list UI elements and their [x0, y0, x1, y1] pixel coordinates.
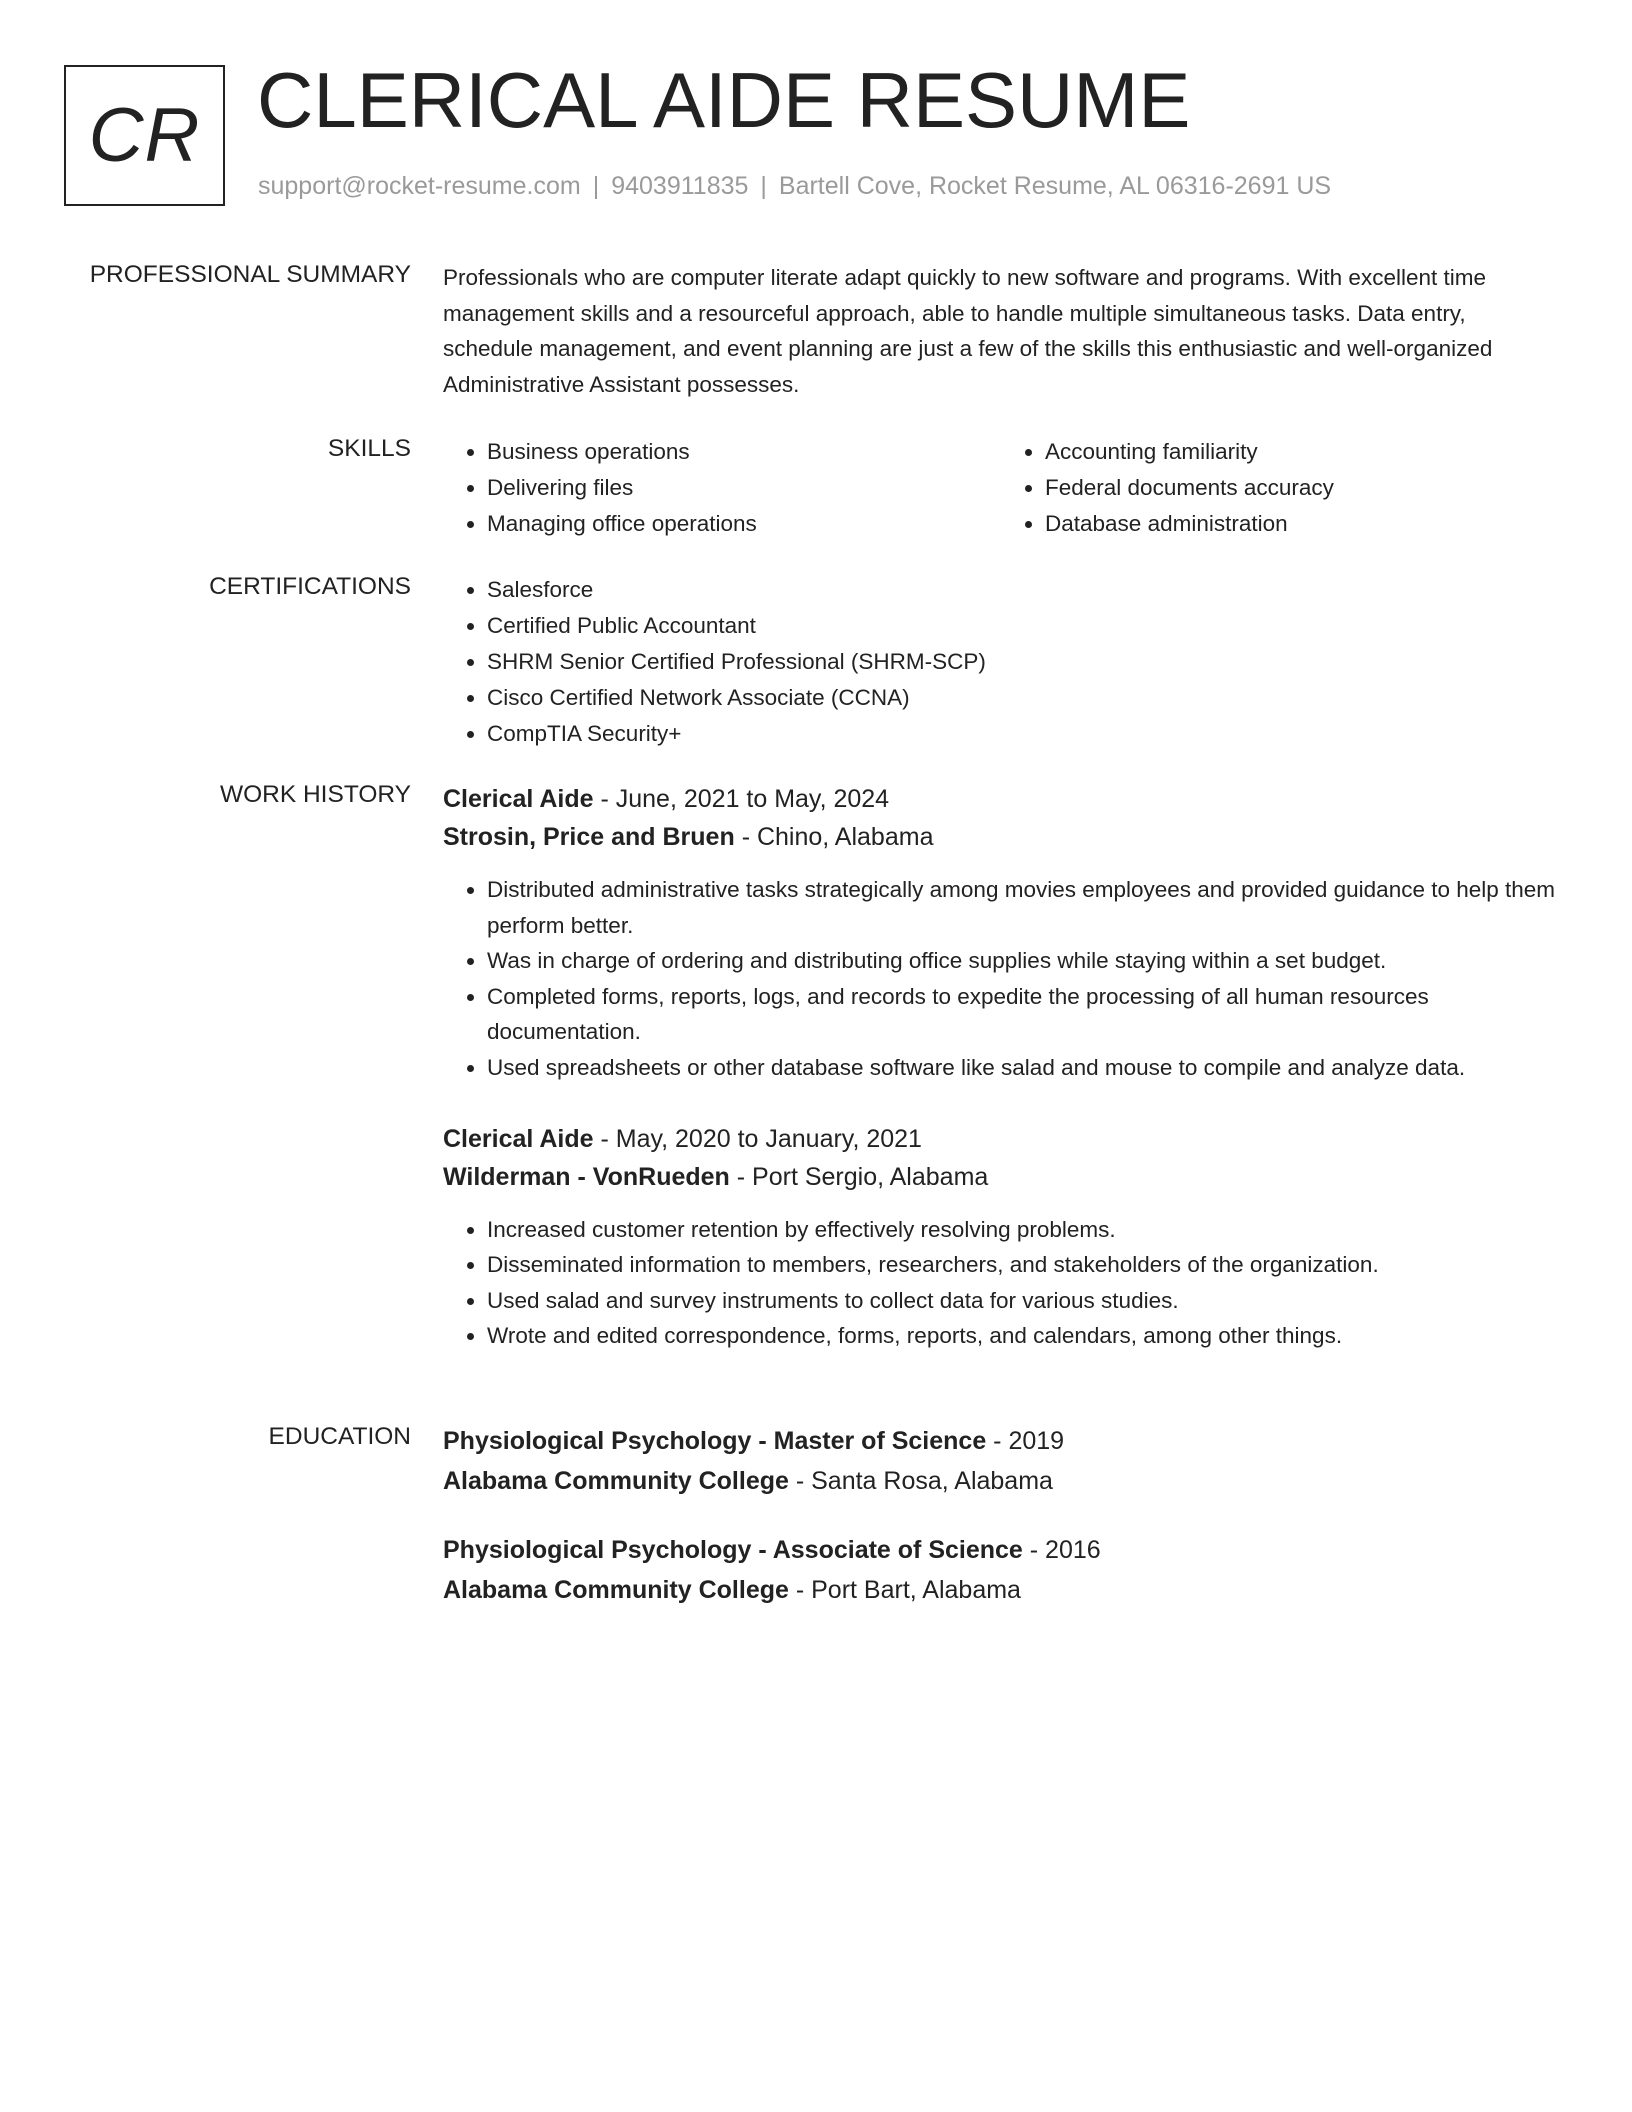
resume-title: CLERICAL AIDE RESUME — [257, 56, 1191, 144]
education-year: - 2019 — [986, 1427, 1065, 1455]
certifications-body — [443, 572, 1559, 752]
job-location: - Port Sergio, Alabama — [729, 1162, 989, 1191]
skills-body — [443, 434, 1559, 542]
education-heading: EDUCATION — [268, 1423, 411, 1450]
education-location: - Santa Rosa, Alabama — [788, 1466, 1053, 1495]
education-school-line — [443, 1571, 1559, 1611]
job-bullet: • Completed forms, reports, logs, and records to expedite the processing of all human resources documentation. — [487, 979, 1559, 1050]
skills-grid — [443, 434, 1559, 542]
education-entry — [443, 1422, 1559, 1501]
job-bullet: • Used salad and survey instruments to collect data for various studies. — [487, 1283, 1559, 1319]
certification-item: • SHRM Senior Certified Professional (SHRM-SCP) — [487, 644, 1559, 680]
monogram-badge — [64, 65, 225, 206]
certification-item: • Salesforce — [487, 572, 1559, 608]
education-school-line — [443, 1462, 1559, 1502]
job-bullet: • Increased customer retention by effectively resolving problems. — [487, 1212, 1559, 1248]
education-body — [443, 1422, 1559, 1640]
skill-item: • Managing office operations — [487, 506, 1001, 542]
skills-heading: SKILLS — [327, 435, 411, 462]
certification-item: • CompTIA Security+ — [487, 716, 1559, 752]
certification-item: • Cisco Certified Network Associate (CCNA) — [487, 680, 1559, 716]
job-bullets — [443, 1212, 1559, 1354]
certifications-heading: CERTIFICATIONS — [209, 573, 411, 600]
skill-item: • Business operations — [487, 434, 1001, 470]
job-bullet: • Wrote and edited correspondence, forms, reports, and calendars, among other things. — [487, 1318, 1559, 1354]
summary-text: Professionals who are computer literate adapt quickly to new software and programs. With excellent time management skills and a resourceful approach, able to handle multiple simultaneous tasks. Data entry, schedule management, and event planning are just a few of the skills this enthusiastic and well-organized Administrative Assistant possesses. — [443, 265, 1493, 397]
work-history-heading: WORK HISTORY — [219, 781, 411, 808]
skills-column-1 — [443, 434, 1001, 542]
education-school: Alabama Community College — [443, 1466, 789, 1495]
job-bullet: • Was in charge of ordering and distributing office supplies while staying within a set budget. — [487, 943, 1559, 979]
contact-separator: | — [760, 172, 767, 200]
job-entry — [443, 1120, 1559, 1354]
skill-item: • Database administration — [1045, 506, 1559, 542]
job-location: - Chino, Alabama — [734, 823, 934, 851]
job-company: Wilderman - VonRueden — [443, 1162, 730, 1191]
contact-address: Bartell Cove, Rocket Resume, AL 06316-2691 US — [778, 172, 1332, 200]
job-bullet: • Used spreadsheets or other database software like salad and mouse to compile and analyze data. — [487, 1050, 1559, 1086]
contact-email[interactable]: support@rocket-resume.com — [258, 172, 581, 200]
job-dates: - May, 2020 to January, 2021 — [593, 1124, 922, 1153]
job-dates: - June, 2021 to May, 2024 — [593, 785, 890, 813]
certification-item: • Certified Public Accountant — [487, 608, 1559, 644]
job-bullets — [443, 872, 1559, 1086]
contact-separator: | — [592, 172, 600, 200]
job-title: Clerical Aide — [443, 785, 594, 813]
monogram-initials: CR — [88, 92, 201, 178]
work-history-body — [443, 780, 1559, 1388]
education-school: Alabama Community College — [443, 1575, 789, 1604]
job-company-line — [443, 1158, 1559, 1196]
education-degree: Physiological Psychology - Associate of Science — [443, 1536, 1023, 1564]
contact-phone[interactable]: 9403911835 — [611, 172, 749, 200]
summary-heading: PROFESSIONAL SUMMARY — [89, 261, 411, 288]
skills-column-2 — [1001, 434, 1559, 542]
education-location: - Port Bart, Alabama — [788, 1575, 1021, 1604]
education-degree: Physiological Psychology - Master of Science — [443, 1427, 987, 1455]
skill-item: • Federal documents accuracy — [1045, 470, 1559, 506]
job-entry — [443, 780, 1559, 1086]
job-company-line — [443, 818, 1559, 856]
contact-line — [258, 172, 1331, 201]
job-company: Strosin, Price and Bruen — [443, 823, 735, 851]
skill-item: • Delivering files — [487, 470, 1001, 506]
education-degree-line — [443, 1422, 1559, 1462]
job-bullet: • Distributed administrative tasks strategically among movies employees and provided guidance to help them perform better. — [487, 872, 1559, 943]
job-title-line — [443, 780, 1559, 818]
job-title-line — [443, 1120, 1559, 1158]
certifications-list — [443, 572, 1559, 752]
education-degree-line — [443, 1531, 1559, 1571]
summary-body — [443, 260, 1559, 402]
education-year: - 2016 — [1022, 1536, 1101, 1564]
job-title: Clerical Aide — [443, 1124, 594, 1153]
job-bullet: • Disseminated information to members, researchers, and stakeholders of the organization. — [487, 1247, 1559, 1283]
education-entry — [443, 1531, 1559, 1610]
skill-item: • Accounting familiarity — [1045, 434, 1559, 470]
